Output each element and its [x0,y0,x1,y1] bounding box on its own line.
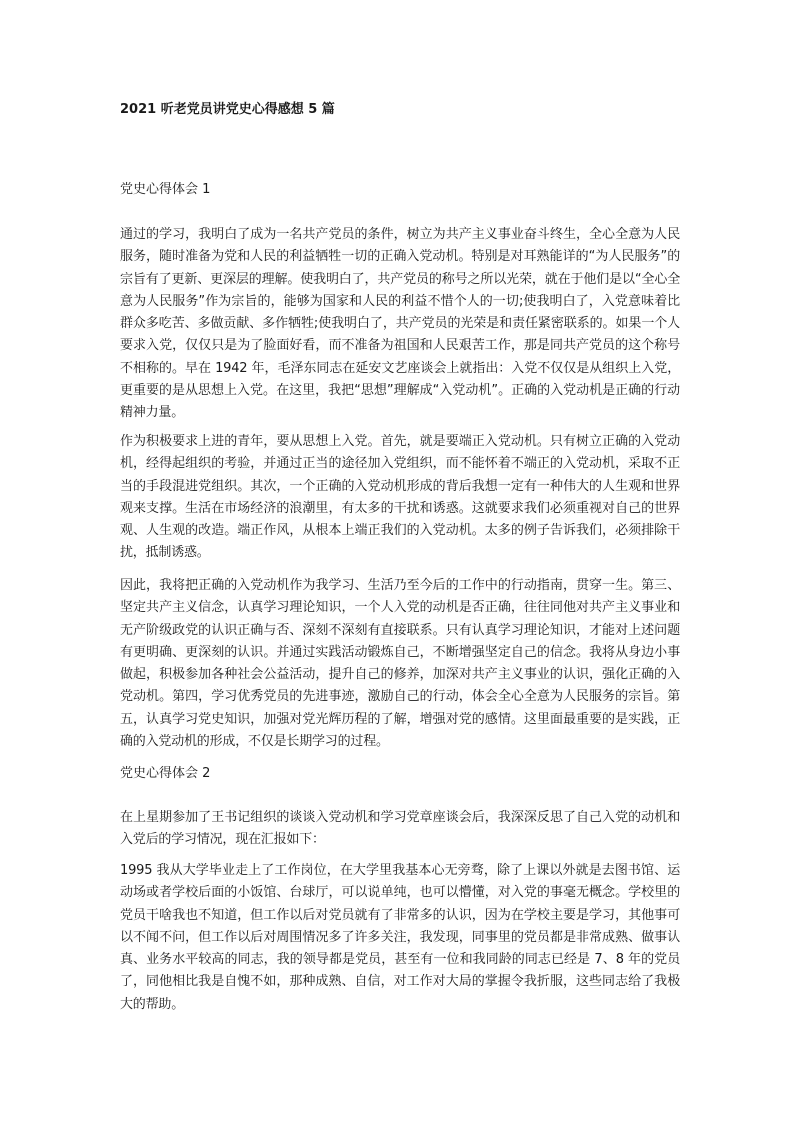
section-1-paragraph-2: 作为积极要求上进的青年，要从思想上入党。首先，就是要端正入党动机。只有树立正确的入党动机，经得起组织的考验，并通过正当的途径加入党组织，而不能怀着不端正的入党动机，采取不正当的手段混进党组织。其次，一个正确的入党动机形成的背后我想一定有一种伟大的人生观和世界观来支撑。生活在市场经济的浪潮里，有太多的干扰和诱惑。这就要求我们必须重视对自己的世界观、人生观的改造。端正作风，从根本上端正我们的入党动机。太多的例子告诉我们，必须排除干扰，抵制诱惑。 [120,434,680,561]
section-heading-2: 党史心得体会 2 [120,766,211,781]
document-title: 2021 听老党员讲党史心得感想 5 篇 [120,102,335,117]
section-heading-1: 党史心得体会 1 [120,182,211,197]
section-1-paragraph-3: 因此，我将把正确的入党动机作为我学习、生活乃至今后的工作中的行动指南，贯穿一生。第三、坚定共产主义信念，认真学习理论知识，一个人入党的动机是否正确，往往同他对共产主义事业和无产阶级政党的认识正确与否、深刻不深刻有直接联系。只有认真学习理论知识，才能对上述问题有更明确、更深刻的认识。并通过实践活动锻炼自己，不断增强坚定自己的信念。我将从身边小事做起，积极参加各种社会公益活动，提升自己的修养，加深对共产主义事业的认识，强化正确的入党动机。第四，学习优秀党员的先进事迹，激励自己的行动，体会全心全意为人民服务的宗旨。第五，认真学习党史知识，加强对党光辉历程的了解，增强对党的感情。这里面最重要的是实践，正确的入党动机的形成，不仅是长期学习的过程。 [120,578,680,750]
section-2-paragraph-2: 1995 我从大学毕业走上了工作岗位，在大学里我基本心无旁骛，除了上课以外就是去图书馆、运动场或者学校后面的小饭馆、台球厅，可以说单纯，也可以懵懂，对入党的事毫无概念。学校里的党员干啥我也不知道，但工作以后对党员就有了非常多的认识，因为在学校主要是学习，其他事可以不闻不问，但工作以后对周围情况多了许多关注，我发现，同事里的党员都是非常成熟、做事认真、业务水平较高的同志，我的领导都是党员，甚至有一位和我同龄的同志已经是 7、8 年的党员了，同他相比我是自愧不如，那种成熟、自信，对工作对大局的掌握令我折服，这些同志给了我极大的帮助。 [120,863,680,1012]
section-2-paragraph-1: 在上星期参加了王书记组织的谈谈入党动机和学习党章座谈会后，我深深反思了自己入党的动机和入党后的学习情况，现在汇报如下： [120,810,680,848]
section-1-paragraph-1: 通过的学习，我明白了成为一名共产党员的条件，树立为共产主义事业奋斗终生，全心全意为人民服务，随时准备为党和人民的利益牺牲一切的正确入党动机。特别是对耳熟能详的“为人民服务”的宗旨有了更新、更深层的理解。使我明白了，共产党员的称号之所以光荣，就在于他们是以“全心全意为人民服务”作为宗旨的，能够为国家和人民的利益不惜个人的一切;使我明白了，入党意味着比群众多吃苦、多做贡献、多作牺牲;使我明白了，共产党员的光荣是和责任紧密联系的。如果一个人要求入党，仅仅只是为了脸面好看，而不准备为祖国和人民艰苦工作，那是同共产党员的这个称号不相称的。早在 1942 年，毛泽东同志在延安文艺座谈会上就指出：入党不仅仅是从组织上入党，更重要的是从思想上入党。在这里，我把“思想”理解成“入党动机”。正确的入党动机是正确的行动精神力量。 [120,227,680,421]
